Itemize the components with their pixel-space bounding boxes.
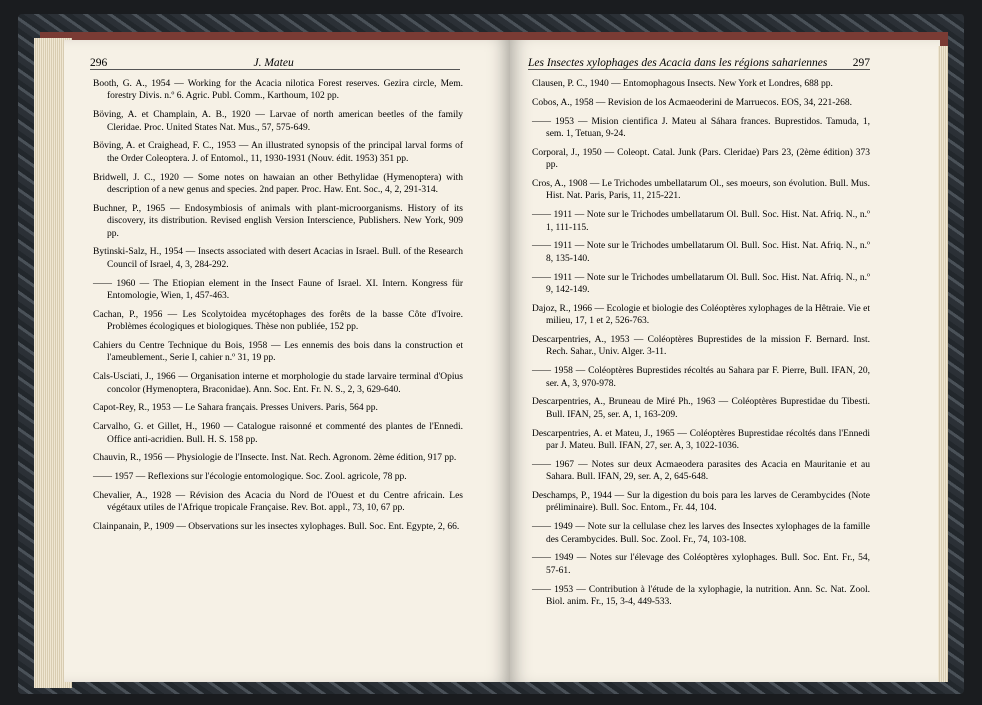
bibliography-entry: Capot-Rey, R., 1953 — Le Sahara français. Presses Univers. Paris, 564 pp. [93, 403, 378, 414]
bibliography-entry: —— 1911 — Note sur le Trichodes umbellatarum Ol. Bull. Soc. Hist. Nat. Afriq. N., n.º 8, 135-140. [532, 241, 870, 264]
bibliography-entry: —— 1953 — Mision cientifica J. Mateu al Sáhara frances. Buprestidos. Tamuda, 1, sem. 1, Tetuan, 9-24. [532, 116, 870, 139]
bibliography-entry: —— 1911 — Note sur le Trichodes umbellatarum Ol. Bull. Soc. Hist. Nat. Afriq. N., n.º 9, 142-149. [532, 272, 870, 296]
bibliography-entry: Böving, A. et Champlain, A. B., 1920 — Larvae of north american beetles of the family Cleridae. Proc. United States Nat. Mus., 57, 575-649. [93, 110, 463, 133]
bibliography-entry: —— 1949 — Note sur la cellulase chez les larves des Insectes xylophages de la famille des Cerambycides. Bull. Soc. Zool. Fr., 74, 103-108. [532, 522, 870, 545]
bibliography-entry: —— 1949 — Notes sur l'élevage des Coléoptères xylophages. Bull. Soc. Ent. Fr., 54, 57-61. [532, 553, 870, 576]
bibliography-entry: Chauvin, R., 1956 — Physiologie de l'Insecte. Inst. Nat. Rech. Agronom. 2ème édition, 917 pp. [93, 453, 457, 464]
bibliography-entry: Clausen, P. C., 1940 — Entomophagous Insects. New York et Londres, 688 pp. [532, 79, 833, 89]
bibliography-entry: Cros, A., 1908 — Le Trichodes umbellatarum Ol., ses moeurs, son évolution. Bull. Mus. Hist. Nat. Paris, Paris, 11, 215-221. [532, 179, 870, 202]
bibliography-entry: Cachan, P., 1956 — Les Scolytoidea mycétophages des forêts de la basse Côte d'Ivoire. Problèmes écologiques et biologiques. Thèse non publiée, 152 pp. [93, 309, 463, 333]
right-page-number: 297 [852, 57, 870, 69]
bibliography-entry: Bytinski-Salz, H., 1954 — Insects associated with desert Acacias in Israel. Bull. of the Research Council of Israel, 4, 3, 284-292. [93, 247, 463, 270]
bibliography-entry: —— 1967 — Notes sur deux Acmaeodera parasites des Acacia en Mauritanie et au Sahara. Bull. IFAN, 29, ser. A, 2, 645-648. [532, 459, 870, 483]
bibliography-entry: Corporal, J., 1950 — Coleopt. Catal. Junk (Pars. Cleridae) Pars 23, (2ème édition) 373 pp. [532, 147, 870, 171]
bibliography-entry: Cobos, A., 1958 — Revision de los Acmaeoderini de Marruecos. EOS, 34, 221-268. [532, 97, 853, 108]
right-page-header [528, 53, 870, 70]
bibliography-entry: Deschamps, P., 1944 — Sur la digestion du bois para les larves de Cerambycides (Note préliminaire). Bull. Soc. Entom., Fr. 44, 104. [532, 491, 870, 514]
bibliography-entry: —— 1960 — The Etiopian element in the Insect Faune of Israel. XI. Intern. Kongress für Entomologie, Wien, 1, 457-463. [93, 278, 463, 302]
bibliography-entry: Buchner, P., 1965 — Endosymbiosis of animals with plant-microorganisms. History of its discovery, its distribution. Revised english Version Interscience, Publishers. New York, 909 pp. [93, 203, 463, 239]
right-bibliography [532, 78, 870, 615]
bibliography-entry: Chevalier, A., 1928 — Révision des Acacia du Nord de l'Ouest et du Centre africain. Les végétaux utiles de l'Afrique tropicale Française. Rev. Bot. appl., 73, 10, 67 pp. [93, 491, 463, 514]
bibliography-entry: Clainpanain, P., 1909 — Observations sur les insectes xylophages. Bull. Soc. Ent. Egypte, 2, 66. [93, 522, 460, 533]
bibliography-entry: Böving, A. et Craighead, F. C., 1953 — An illustrated synopsis of the principal larval forms of the Order Coleoptera. J. of Entomol., 11, 1930-1931 (Nouv. édit. 1953) 351 pp. [93, 141, 463, 164]
bibliography-entry: Bridwell, J. C., 1920 — Some notes on hawaian an other Bethylidae (Hymenoptera) with description of a new genus and species. 2nd paper. Proc. Haw. Ent. Soc., 4, 2, 291-314. [93, 172, 463, 196]
left-running-head: J. Mateu [253, 57, 294, 69]
bibliography-entry: Carvalho, G. et Gillet, H., 1960 — Catalogue raisonné et commenté des plantes de l'Ennedi. Office anti-acridien. Bull. H. S. 158 pp. [93, 422, 463, 445]
bibliography-entry: —— 1953 — Contribution à l'étude de la xylophagie, la nutrition. Ann. Sc. Nat. Zool. Biol. anim. Fr., 15, 3-4, 449-533. [532, 584, 870, 608]
left-page-number: 296 [90, 57, 108, 69]
right-running-head: Les Insectes xylophages des Acacia dans les régions sahariennes [528, 57, 828, 69]
bibliography-entry: Cals-Usciati, J., 1966 — Organisation interne et morphologie du stade larvaire terminal d'Opius concolor (Hymenoptera, Braconidae). Ann. Soc. Ent. Fr. N. S., 2, 3, 629-640. [93, 372, 463, 395]
bibliography-entry: —— 1957 — Reflexions sur l'écologie entomologique. Soc. Zool. agricole, 78 pp. [93, 472, 407, 483]
right-page-stack-edge [938, 46, 948, 682]
bibliography-entry: Dajoz, R., 1966 — Ecologie et biologie des Coléoptères xylophages de la Hêtraie. Vie et milieu, 17, 1 et 2, 526-763. [532, 303, 870, 327]
bibliography-entry: Booth, G. A., 1954 — Working for the Acacia nilotica Forest reserves. Gezira circle, Mem. forestry Divis. n.º 6. Agric. Publ. Comm., Karthoum, 102 pp. [93, 79, 463, 102]
bibliography-entry: Descarpentries, A., Bruneau de Miré Ph., 1963 — Coléoptères Buprestidae du Tibesti. Bull. IFAN, 25, ser. A, 1, 163-209. [532, 397, 870, 420]
left-page-header [90, 53, 460, 70]
bibliography-entry: —— 1911 — Note sur le Trichodes umbellatarum Ol. Bull. Soc. Hist. Nat. Afriq. N., n.º 1, 111-115. [532, 210, 870, 233]
bibliography-entry: Cahiers du Centre Technique du Bois, 1958 — Les ennemis des bois dans la construction et l'ameublement., Serie I, cahier n.º 31, 19 pp. [93, 341, 463, 364]
left-bibliography [93, 78, 463, 540]
bibliography-entry: —— 1958 — Coléoptères Buprestides récoltés au Sahara par F. Pierre, Bull. IFAN, 20, ser. A, 3, 970-978. [532, 366, 870, 389]
bibliography-entry: Descarpentries, A. et Mateu, J., 1965 — Coléoptères Buprestidae récoltés dans l'Ennedi par J. Mateu. Bull. IFAN, 27, ser. A, 3, 1022-1036. [532, 428, 870, 452]
bibliography-entry: Descarpentries, A., 1953 — Coléoptères Buprestides de la mission F. Bernard. Inst. Rech. Sahar., Univ. Alger. 3-11. [532, 335, 870, 358]
